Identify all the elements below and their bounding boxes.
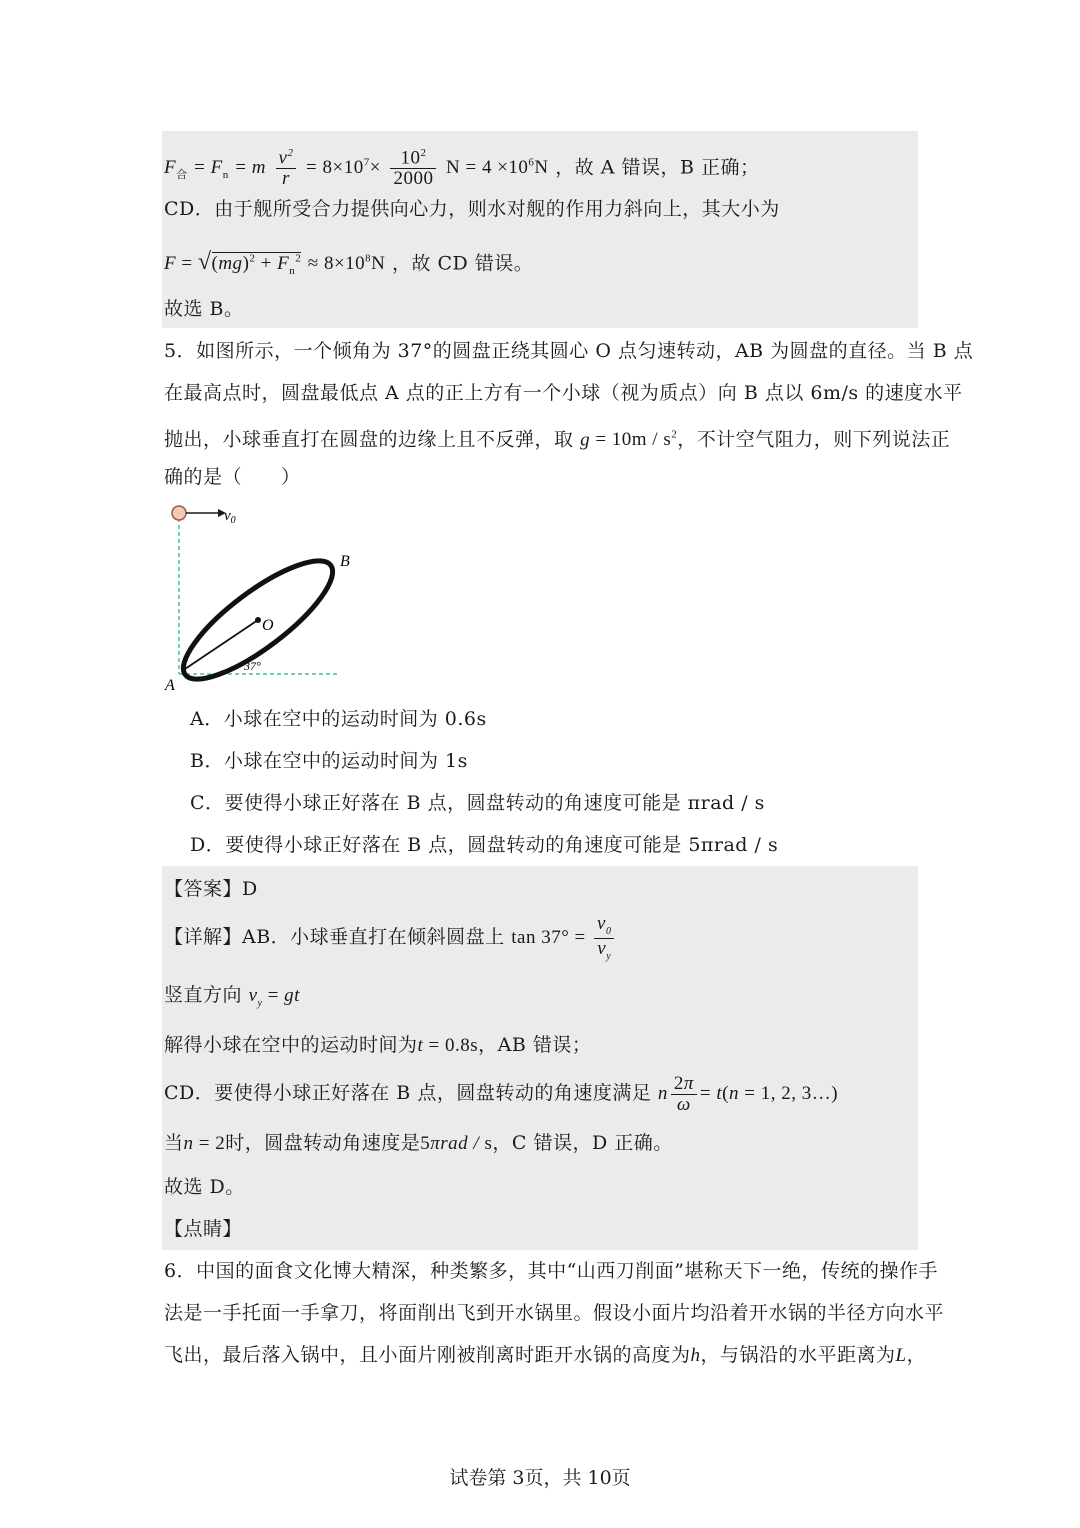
vy-formula: $v_y$ = gt [248, 985, 300, 1009]
ball-icon [172, 506, 186, 520]
q6-line-3-start: 飞出，最后落入锅中，且小面片刚被削离时距开水锅的高度为 [164, 1344, 691, 1366]
option-c: C．要使得小球正好落在 B 点，圆盘转动的角速度可能是 πrad / s [190, 792, 765, 814]
vertical-prefix: 竖直方向 [164, 984, 243, 1006]
omega-formula: n $\frac{2\pi}{\omega}$ = t(n = 1, 2, 3…) [657, 1072, 839, 1115]
tan-formula: tan 37° = $\frac{v_0}{v_y}$ [511, 926, 617, 948]
when-prefix: 当 [164, 1132, 184, 1154]
q6-line-3-end: ， [906, 1344, 927, 1366]
force-net-formula-line [164, 138, 760, 188]
force-water-formula: $F = √(mg)^2 + F_n^2 \approx 8\times 10^8N$ [164, 249, 386, 278]
cd-prefix: CD．要使得小球正好落在 B 点，圆盘转动的角速度满足 [164, 1082, 652, 1104]
distance-symbol: L [895, 1345, 907, 1366]
block4-choice: 故选 B。 [164, 298, 244, 320]
when-mid: 时，圆盘转动角速度是 [225, 1132, 421, 1154]
center-dot [255, 617, 261, 623]
label-b: B [340, 553, 350, 570]
force-water-tail: ，故 CD 错误。 [391, 252, 534, 275]
time-formula: t = 0.8s [417, 1035, 479, 1056]
label-a: A [165, 677, 175, 694]
option-a: A．小球在空中的运动时间为 0.6s [190, 708, 487, 730]
q5-line-1: 5．如图所示，一个倾角为 37°的圆盘正绕其圆心 O 点匀速转动，AB 为圆盘的直径。当 B 点 [164, 340, 974, 362]
vertical-line [164, 982, 300, 1017]
q5-line-3 [164, 422, 950, 453]
q5-line-3-start: 抛出，小球垂直打在圆盘的边缘上且不反弹，取 [164, 428, 574, 451]
height-symbol: h [690, 1345, 701, 1366]
solve-line [164, 1032, 591, 1059]
cd-explanation: CD．由于舰所受合力提供向心力，则水对舰的作用力斜向上，其大小为 [164, 198, 780, 220]
choice-d: 故选 D。 [164, 1176, 245, 1198]
q6-line-1: 6．中国的面食文化博大精深，种类繁多，其中“山西刀削面”堪称天下一绝，传统的操作手 [164, 1260, 939, 1282]
page-footer: 试卷第 3页，共 10页 [449, 1467, 631, 1489]
force-net-formula: $F_合 = F_n = m$ $\frac{v^2}{r}$ = $8\times 10^7\times$ $\frac{10^2}{2000}$ $N = 4 \times 10^6N$ [164, 146, 549, 189]
label-o: O [262, 617, 274, 634]
solve-suffix: ，AB 错误； [478, 1034, 592, 1056]
option-d: D．要使得小球正好落在 B 点，圆盘转动的角速度可能是 5πrad / s [190, 834, 779, 856]
force-water-formula-line [164, 242, 533, 276]
force-net-tail: ，故 A 错误，B 正确； [555, 156, 760, 179]
cd-line [164, 1068, 838, 1118]
q6-line-3 [164, 1342, 926, 1369]
option-b: B．小球在空中的运动时间为 1s [190, 750, 468, 772]
n-formula: n = 2 [183, 1133, 226, 1154]
q5-line-2: 在最高点时，圆盘最低点 A 点的正上方有一个小球（视为质点）向 B 点以 6m/s 的速度水平 [164, 382, 963, 404]
q6-line-2: 法是一手托面一手拿刀，将面削出飞到开水锅里。假设小面片均沿着开水锅的半径方向水平 [164, 1302, 945, 1324]
solve-prefix: 解得小球在空中的运动时间为 [164, 1034, 418, 1056]
gravity-formula: $g = 10m / s^2$ [580, 429, 678, 451]
detail-prefix: 【详解】AB．小球垂直打在倾斜圆盘上 [164, 926, 505, 948]
q5-line-3-end: ，不计空气阻力，则下列说法正 [677, 428, 951, 451]
comment-label: 【点睛】 [164, 1218, 243, 1240]
v0-label: $v_0$ [224, 508, 236, 526]
q6-line-3-mid: ，与锅沿的水平距离为 [700, 1344, 896, 1366]
answer-5: 【答案】D [164, 878, 258, 900]
when-suffix: ，C 错误，D 正确。 [492, 1132, 673, 1154]
label-angle: 37° [244, 659, 261, 673]
disk-figure [160, 498, 380, 698]
q5-line-4: 确的是（ ） [164, 466, 301, 488]
detail-line [164, 912, 617, 962]
when-line [164, 1130, 673, 1157]
omega-value: 5πrad / s [420, 1133, 493, 1154]
